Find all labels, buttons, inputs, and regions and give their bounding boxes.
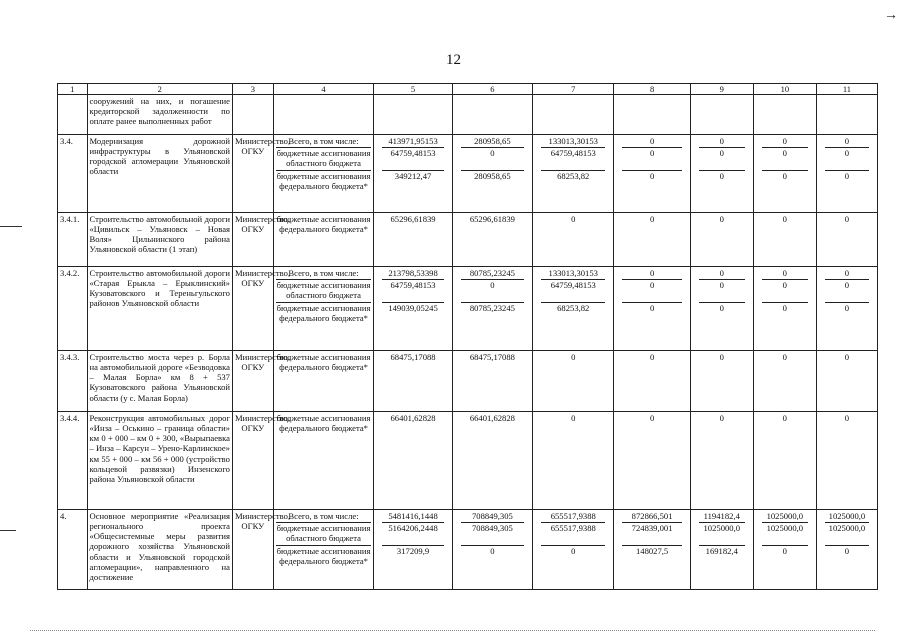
funding-source-label: Всего, в том числе: xyxy=(276,136,372,148)
value-cell: 65296,61839 xyxy=(469,214,515,224)
budget-table xyxy=(57,83,878,590)
row-organization: Министерство, ОГКУ xyxy=(232,510,273,590)
value-cell: 65296,61839 xyxy=(390,214,436,224)
value-cell: 0 xyxy=(844,303,850,313)
value-column-10 xyxy=(753,510,816,590)
value-cell: 0 xyxy=(719,171,724,181)
budget-table-body xyxy=(58,84,878,590)
value-column-5 xyxy=(374,267,452,351)
value-column-10 xyxy=(753,412,816,510)
value-cell: 1025000,0 xyxy=(825,523,869,546)
continuation-row xyxy=(58,95,878,135)
value-cell: 1025000,0 xyxy=(762,511,808,523)
value-column-9 xyxy=(690,213,753,267)
funding-source-label: бюджетные ассигнования федерального бюджета* xyxy=(276,171,371,192)
column-header-9: 9 xyxy=(690,84,753,95)
corner-mark: → xyxy=(884,8,898,23)
funding-source-label: бюджетные ассигнования федерального бюджета* xyxy=(276,352,371,373)
value-column-6 xyxy=(452,510,532,590)
value-cell: 0 xyxy=(762,136,808,148)
column-header-5: 5 xyxy=(374,84,452,95)
value-column-7 xyxy=(533,267,614,351)
value-column-8 xyxy=(614,267,690,351)
value-column-5 xyxy=(374,510,452,590)
value-cell: 655517,9388 xyxy=(541,523,605,546)
value-cell: 169182,4 xyxy=(705,546,738,556)
cont-cell xyxy=(816,95,877,135)
value-column-5 xyxy=(374,213,452,267)
value-cell: 0 xyxy=(782,171,787,181)
value-column-8 xyxy=(614,412,690,510)
value-cell: 0 xyxy=(844,413,850,423)
row-organization: Министерство, ОГКУ xyxy=(232,412,273,510)
value-column-7 xyxy=(533,510,614,590)
cont-cell xyxy=(452,95,532,135)
row-name: Строительство автомобильной дороги «Старая Ерыкла – Ерыклинский» Кузоватовского и Тереньгульского районов Ульяновской области xyxy=(87,267,232,351)
value-cell: 317209,9 xyxy=(396,546,430,556)
funding-sources xyxy=(273,213,374,267)
value-cell: 0 xyxy=(649,214,655,224)
funding-source-label: бюджетные ассигнования федерального бюджета* xyxy=(276,413,371,434)
column-header-8: 8 xyxy=(614,84,690,95)
value-column-10 xyxy=(753,267,816,351)
value-cell: 64759,48153 xyxy=(382,148,443,171)
value-cell: 0 xyxy=(649,352,655,362)
value-column-11 xyxy=(816,213,877,267)
cont-num-cell xyxy=(58,95,88,135)
value-cell: 0 xyxy=(782,303,787,313)
funding-source-label: бюджетные ассигнования федерального бюджета* xyxy=(276,303,371,324)
value-cell: 280958,65 xyxy=(474,171,511,181)
value-cell: 0 xyxy=(844,171,850,181)
value-cell: 0 xyxy=(825,268,869,280)
value-cell: 872866,501 xyxy=(622,511,681,523)
value-cell: 80785,23245 xyxy=(469,303,515,313)
value-cell: 80785,23245 xyxy=(461,268,524,280)
row-number: 3.4.1. xyxy=(58,213,88,267)
value-cell: 0 xyxy=(844,352,850,362)
value-cell: 0 xyxy=(782,214,787,224)
value-cell: 0 xyxy=(622,148,681,171)
cont-cell xyxy=(614,95,690,135)
value-cell: 0 xyxy=(649,413,655,423)
table-row xyxy=(58,510,878,590)
row-name: Модернизация дорожной инфраструктуры в Ульяновской городской агломерации Ульяновской области xyxy=(87,135,232,213)
value-cell: 133013,30153 xyxy=(541,268,605,280)
value-cell: 149039,05245 xyxy=(388,303,438,313)
value-cell: 0 xyxy=(490,546,495,556)
value-cell: 0 xyxy=(719,352,724,362)
funding-sources xyxy=(273,412,374,510)
value-cell: 0 xyxy=(699,280,745,303)
value-cell: 1194182,4 xyxy=(699,511,745,523)
row-number: 3.4. xyxy=(58,135,88,213)
value-column-6 xyxy=(452,135,532,213)
value-cell: 0 xyxy=(571,352,576,362)
value-column-6 xyxy=(452,213,532,267)
row-organization: Министерство, ОГКУ xyxy=(232,267,273,351)
value-column-11 xyxy=(816,135,877,213)
value-column-7 xyxy=(533,135,614,213)
scan-bottom-edge xyxy=(30,630,875,631)
value-column-8 xyxy=(614,213,690,267)
value-cell: 724839,001 xyxy=(622,523,681,546)
row-name: Реконструкция автомобильных дорог «Инза – Оськино – граница области» км 0 + 000 – км 0 + 300, «Вырыпаевка – Инза – Карсун – Урено-Карлинское» км 55 + 000 – км 56 + 000 (устройство кольцевой развязки) Инзенского района Ульяновской области xyxy=(87,412,232,510)
margin-tick xyxy=(0,226,22,227)
value-column-9 xyxy=(690,510,753,590)
value-cell: 0 xyxy=(571,413,576,423)
value-column-6 xyxy=(452,351,532,412)
value-column-8 xyxy=(614,510,690,590)
row-organization: Министерство, ОГКУ xyxy=(232,351,273,412)
value-cell: 0 xyxy=(461,280,524,303)
value-column-9 xyxy=(690,351,753,412)
funding-sources xyxy=(273,510,374,590)
value-cell: 0 xyxy=(699,148,745,171)
column-header-3: 3 xyxy=(232,84,273,95)
row-number: 3.4.3. xyxy=(58,351,88,412)
value-column-5 xyxy=(374,135,452,213)
header-row xyxy=(58,84,878,95)
value-column-6 xyxy=(452,412,532,510)
row-name: Основное мероприятие «Реализация регионального проекта «Общесистемные меры развития дорожного хозяйства Ульяновской области и Ульяновской городской агломерации», направленного на достижение xyxy=(87,510,232,590)
table-row xyxy=(58,213,878,267)
funding-source-label: бюджетные ассигнования федерального бюджета* xyxy=(276,214,371,235)
row-name: Строительство моста через р. Борла на автомобильной дороге «Безводовка – Малая Борла» км 8 + 537 Кузоватовского района Ульяновской области (у с. Малая Борла) xyxy=(87,351,232,412)
funding-source-label: бюджетные ассигнования федерального бюджета* xyxy=(276,546,371,567)
value-column-7 xyxy=(533,412,614,510)
margin-tick xyxy=(0,530,16,531)
column-header-2: 2 xyxy=(87,84,232,95)
value-cell: 148027,5 xyxy=(635,546,669,556)
column-header-1: 1 xyxy=(58,84,88,95)
value-column-10 xyxy=(753,135,816,213)
value-cell: 64759,48153 xyxy=(382,280,443,303)
value-cell: 68253,82 xyxy=(557,303,590,313)
value-cell: 655517,9388 xyxy=(541,511,605,523)
page-number: 12 xyxy=(446,52,461,68)
column-header-7: 7 xyxy=(533,84,614,95)
value-cell: 0 xyxy=(571,214,576,224)
value-column-7 xyxy=(533,351,614,412)
value-cell: 5164206,2448 xyxy=(382,523,443,546)
value-cell: 66401,62828 xyxy=(390,413,436,423)
value-cell: 0 xyxy=(762,268,808,280)
value-cell: 1025000,0 xyxy=(825,511,869,523)
value-column-8 xyxy=(614,135,690,213)
value-cell: 1025000,0 xyxy=(699,523,745,546)
value-cell: 1025000,0 xyxy=(762,523,808,546)
column-header-11: 11 xyxy=(816,84,877,95)
value-cell: 413971,95153 xyxy=(382,136,443,148)
value-cell: 66401,62828 xyxy=(469,413,515,423)
value-cell: 0 xyxy=(719,413,724,423)
row-organization: Министерство, ОГКУ xyxy=(232,213,273,267)
cont-cell xyxy=(374,95,452,135)
value-cell: 0 xyxy=(844,546,850,556)
row-name: Строительство автомобильной дороги «Цивильск – Ульяновск – Новая Воля» Цильнинского района Ульяновской области (1 этап) xyxy=(87,213,232,267)
value-cell: 0 xyxy=(825,280,869,303)
value-cell: 64759,48153 xyxy=(541,280,605,303)
cont-org-cell xyxy=(232,95,273,135)
value-column-11 xyxy=(816,267,877,351)
column-header-6: 6 xyxy=(452,84,532,95)
funding-source-label: Всего, в том числе: xyxy=(276,511,372,523)
value-cell: 0 xyxy=(782,546,787,556)
value-column-9 xyxy=(690,267,753,351)
value-cell: 0 xyxy=(825,136,869,148)
column-header-10: 10 xyxy=(753,84,816,95)
value-cell: 5481416,1448 xyxy=(382,511,443,523)
cont-cell xyxy=(533,95,614,135)
funding-source-label: Всего, в том числе: xyxy=(276,268,372,280)
value-cell: 0 xyxy=(825,148,869,171)
value-column-9 xyxy=(690,412,753,510)
value-column-6 xyxy=(452,267,532,351)
value-column-5 xyxy=(374,351,452,412)
value-cell: 0 xyxy=(762,280,808,303)
value-cell: 0 xyxy=(622,280,681,303)
funding-source-label: бюджетные ассигнования областного бюджета xyxy=(276,148,372,171)
funding-sources xyxy=(273,351,374,412)
value-cell: 68475,17088 xyxy=(390,352,436,362)
value-column-11 xyxy=(816,510,877,590)
value-cell: 213798,53398 xyxy=(382,268,443,280)
funding-sources xyxy=(273,267,374,351)
value-cell: 0 xyxy=(699,268,745,280)
cont-src-cell xyxy=(273,95,374,135)
cont-cell xyxy=(690,95,753,135)
value-cell: 0 xyxy=(461,148,524,171)
value-cell: 0 xyxy=(762,148,808,171)
value-column-8 xyxy=(614,351,690,412)
value-column-10 xyxy=(753,351,816,412)
value-column-7 xyxy=(533,213,614,267)
funding-source-label: бюджетные ассигнования областного бюджета xyxy=(276,523,372,546)
table-row xyxy=(58,135,878,213)
row-number: 3.4.2. xyxy=(58,267,88,351)
funding-sources xyxy=(273,135,374,213)
value-cell: 708849,305 xyxy=(461,511,524,523)
value-cell: 0 xyxy=(719,214,724,224)
value-cell: 0 xyxy=(719,303,724,313)
value-cell: 0 xyxy=(782,352,787,362)
value-column-9 xyxy=(690,135,753,213)
value-cell: 0 xyxy=(571,546,576,556)
row-number: 3.4.4. xyxy=(58,412,88,510)
value-cell: 64759,48153 xyxy=(541,148,605,171)
column-header-4: 4 xyxy=(273,84,374,95)
value-cell: 708849,305 xyxy=(461,523,524,546)
table-row xyxy=(58,267,878,351)
funding-source-label: бюджетные ассигнования областного бюджета xyxy=(276,280,372,303)
continuation-text: сооружений на них, и погашение кредиторской задолженности по оплате ранее выполненных работ xyxy=(87,95,232,135)
value-column-11 xyxy=(816,412,877,510)
value-cell: 0 xyxy=(844,214,850,224)
value-cell: 0 xyxy=(622,136,681,148)
cont-cell xyxy=(753,95,816,135)
value-cell: 68253,82 xyxy=(557,171,590,181)
value-cell: 0 xyxy=(622,268,681,280)
value-cell: 0 xyxy=(699,136,745,148)
value-column-11 xyxy=(816,351,877,412)
value-cell: 349212,47 xyxy=(394,171,432,181)
table-row xyxy=(58,412,878,510)
value-cell: 68475,17088 xyxy=(469,352,515,362)
value-cell: 0 xyxy=(649,171,655,181)
row-organization: Министерство, ОГКУ xyxy=(232,135,273,213)
value-cell: 0 xyxy=(782,413,787,423)
value-cell: 133013,30153 xyxy=(541,136,605,148)
table-row xyxy=(58,351,878,412)
value-cell: 0 xyxy=(649,303,655,313)
row-number: 4. xyxy=(58,510,88,590)
value-column-10 xyxy=(753,213,816,267)
value-cell: 280958,65 xyxy=(461,136,524,148)
value-column-5 xyxy=(374,412,452,510)
